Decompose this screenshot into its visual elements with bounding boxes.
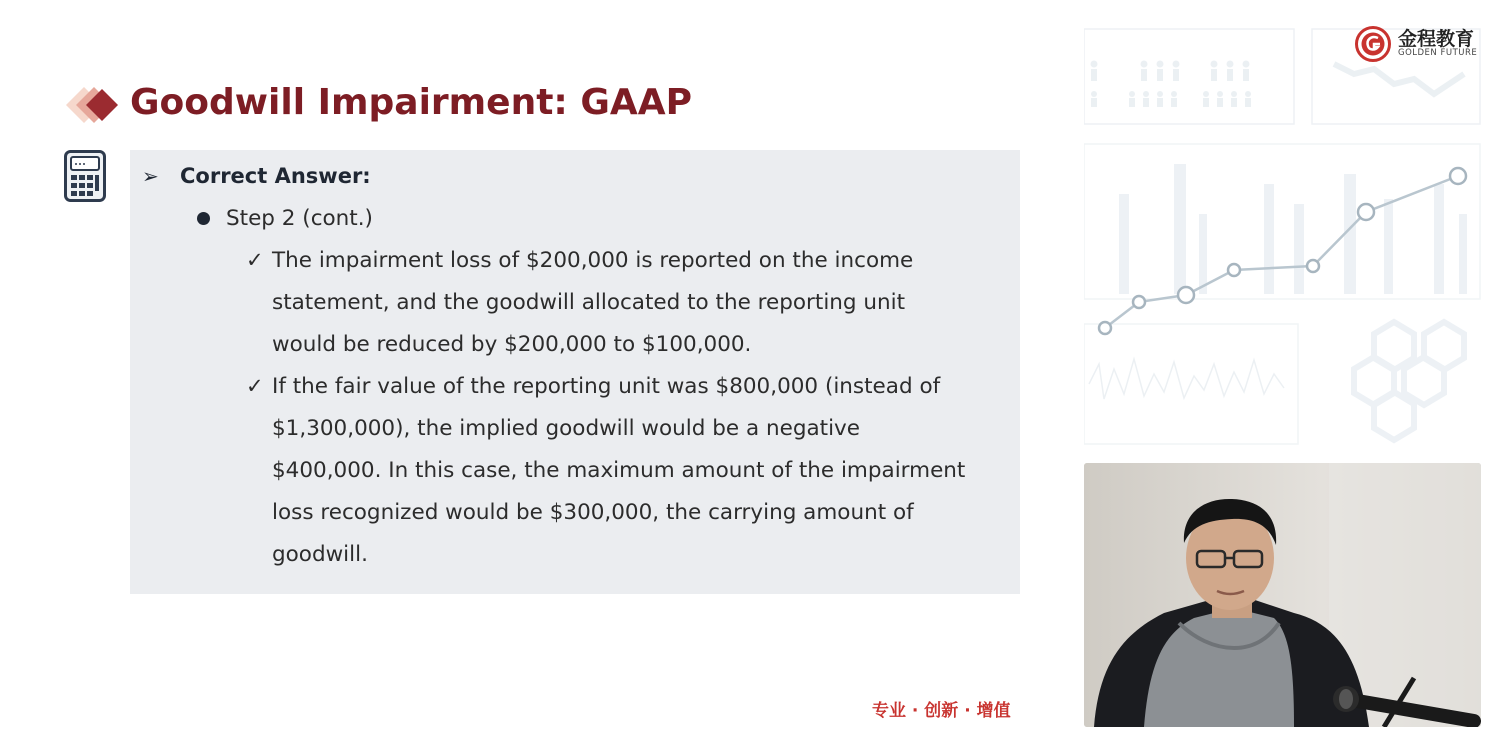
content-box bbox=[130, 150, 1020, 594]
presenter-video-image bbox=[1084, 463, 1481, 727]
step-label: Step 2 (cont.) bbox=[226, 206, 373, 231]
logo-english-name: GOLDEN FUTURE bbox=[1398, 48, 1478, 58]
arrow-bullet-icon: ➢ bbox=[142, 166, 159, 188]
check-icon: ✓ bbox=[246, 248, 264, 272]
logo-chinese-name: 金程教育 bbox=[1398, 28, 1475, 50]
presenter-webcam bbox=[1084, 463, 1481, 727]
text-line: The impairment loss of $200,000 is reported on the income bbox=[272, 248, 914, 273]
bullet-dot-icon bbox=[197, 212, 210, 225]
background-infographic bbox=[1084, 24, 1484, 454]
text-line: If the fair value of the reporting unit was $800,000 (instead of bbox=[272, 374, 941, 399]
text-line: $1,300,000), the implied goodwill would be a negative bbox=[272, 416, 861, 441]
text-line: $400,000. In this case, the maximum amount of the impairment bbox=[272, 458, 966, 483]
correct-answer-heading: Correct Answer: bbox=[180, 164, 371, 188]
text-line: loss recognized would be $300,000, the carrying amount of bbox=[272, 500, 914, 525]
golden-future-emblem bbox=[1354, 26, 1392, 62]
text-line: statement, and the goodwill allocated to the reporting unit bbox=[272, 290, 906, 315]
title-diamonds-icon bbox=[44, 80, 124, 130]
calculator-icon bbox=[64, 150, 106, 202]
slogan: 专业 · 创新 · 增值 bbox=[872, 701, 1011, 721]
slide-title: Goodwill Impairment: GAAP bbox=[130, 82, 693, 123]
text-line: goodwill. bbox=[272, 542, 368, 567]
golden-future-logo bbox=[1352, 24, 1487, 64]
check-icon: ✓ bbox=[246, 374, 264, 398]
text-line: would be reduced by $200,000 to $100,000. bbox=[272, 332, 752, 357]
